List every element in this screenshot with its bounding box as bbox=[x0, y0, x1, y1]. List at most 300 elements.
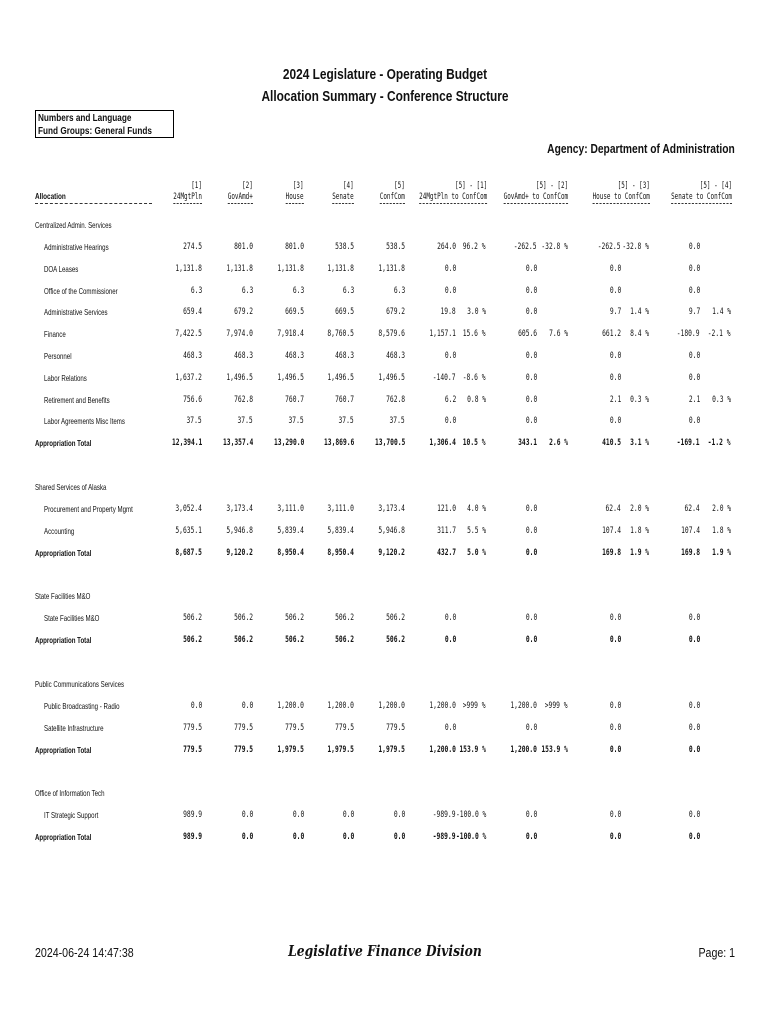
amount-cell: 1,496.5 bbox=[327, 372, 354, 383]
report-title-line2: Allocation Summary - Conference Structure bbox=[261, 89, 509, 105]
row-label: Personnel bbox=[44, 351, 72, 361]
amount-cell: 2.1 bbox=[609, 394, 621, 405]
percent-cell: -1.2 % bbox=[708, 438, 731, 449]
amount-cell: 468.3 bbox=[285, 351, 304, 361]
amount-cell: 659.4 bbox=[183, 307, 202, 318]
amount-cell: 605.6 bbox=[518, 329, 537, 340]
amount-cell: 107.4 bbox=[681, 525, 700, 536]
fund-groups-box bbox=[35, 110, 174, 138]
amount-cell: 669.5 bbox=[285, 307, 304, 318]
percent-cell: 10.5 % bbox=[463, 438, 486, 449]
amount-cell: 0.0 bbox=[525, 547, 537, 558]
percent-cell: 5.5 % bbox=[467, 525, 486, 536]
amount-cell: 0.0 bbox=[241, 832, 253, 843]
amount-cell: 0.0 bbox=[292, 832, 304, 843]
section-header-row bbox=[0, 788, 770, 802]
amount-cell: 801.0 bbox=[234, 242, 253, 252]
amount-cell: 779.5 bbox=[386, 722, 405, 733]
amount-cell: 0.0 bbox=[525, 372, 537, 383]
amount-cell: 0.0 bbox=[525, 832, 537, 843]
amount-cell: -262.5 bbox=[598, 242, 621, 252]
row-label: Finance bbox=[44, 329, 66, 340]
amount-cell: 0.0 bbox=[525, 613, 537, 624]
amount-cell: 779.5 bbox=[234, 722, 253, 733]
amount-cell: 13,290.0 bbox=[273, 438, 304, 449]
section-label: Shared Services of Alaska bbox=[35, 482, 107, 492]
amount-cell: 661.2 bbox=[602, 329, 621, 340]
column-header-index: [5] - [2] bbox=[535, 181, 568, 191]
amount-cell: 779.5 bbox=[285, 722, 304, 733]
column-header-index: [5] - [3] bbox=[617, 181, 650, 191]
column-header-label: GovAmd+ bbox=[227, 192, 253, 202]
amount-cell: 62.4 bbox=[684, 504, 700, 514]
amount-cell: 0.0 bbox=[525, 635, 537, 646]
percent-cell: 2.0 % bbox=[630, 504, 649, 514]
section-header-row bbox=[0, 591, 770, 605]
amount-cell: 506.2 bbox=[234, 613, 253, 624]
amount-cell: -989.9 bbox=[433, 810, 456, 821]
amount-cell: 1,496.5 bbox=[378, 372, 405, 383]
amount-cell: 0.0 bbox=[444, 263, 456, 274]
percent-cell: 1.8 % bbox=[630, 525, 649, 536]
row-label: Office of the Commissioner bbox=[44, 285, 118, 296]
amount-cell: 0.0 bbox=[525, 351, 537, 361]
row-label: Appropriation Total bbox=[35, 635, 92, 646]
row-label: Accounting bbox=[44, 525, 75, 536]
section-label: Centralized Admin. Services bbox=[35, 220, 112, 230]
table-row bbox=[0, 416, 770, 430]
amount-cell: 669.5 bbox=[335, 307, 354, 318]
percent-cell: 5.0 % bbox=[467, 547, 486, 558]
table-row bbox=[0, 395, 770, 409]
amount-cell: 989.9 bbox=[183, 832, 202, 843]
amount-cell: 37.5 bbox=[389, 416, 405, 427]
appropriation-total-row bbox=[0, 745, 770, 759]
percent-cell: 8.4 % bbox=[630, 329, 649, 340]
amount-cell: 3,173.4 bbox=[378, 504, 405, 514]
amount-cell: 1,200.0 bbox=[429, 701, 456, 711]
amount-cell: 0.0 bbox=[444, 285, 456, 296]
amount-cell: 0.0 bbox=[342, 810, 354, 821]
amount-cell: 0.0 bbox=[688, 722, 700, 733]
column-header-label: Senate to ConfCom bbox=[671, 192, 732, 202]
percent-cell: -2.1 % bbox=[708, 329, 731, 340]
amount-cell: 0.0 bbox=[525, 416, 537, 427]
amount-cell: 1,979.5 bbox=[378, 744, 405, 755]
amount-cell: 0.0 bbox=[525, 307, 537, 318]
amount-cell: 506.2 bbox=[386, 613, 405, 624]
table-row bbox=[0, 810, 770, 824]
amount-cell: 0.0 bbox=[688, 263, 700, 274]
amount-cell: 0.0 bbox=[190, 701, 202, 711]
amount-cell: 9.7 bbox=[609, 307, 621, 318]
column-header-c4 bbox=[332, 181, 354, 204]
row-label: Labor Relations bbox=[44, 372, 87, 383]
percent-cell: 2.0 % bbox=[712, 504, 731, 514]
amount-cell: 3,173.4 bbox=[226, 504, 253, 514]
row-label: Satellite Infrastructure bbox=[44, 722, 104, 733]
amount-cell: 6.2 bbox=[444, 394, 456, 405]
amount-cell: 37.5 bbox=[237, 416, 253, 427]
amount-cell: 679.2 bbox=[234, 307, 253, 318]
amount-cell: 3,052.4 bbox=[175, 504, 202, 514]
amount-cell: 468.3 bbox=[335, 351, 354, 361]
row-label: Public Broadcasting - Radio bbox=[44, 701, 120, 711]
amount-cell: 13,700.5 bbox=[374, 438, 405, 449]
amount-cell: 0.0 bbox=[609, 744, 621, 755]
column-header-label: House bbox=[286, 192, 304, 202]
amount-cell: 0.0 bbox=[609, 372, 621, 383]
amount-cell: 1,496.5 bbox=[277, 372, 304, 383]
amount-cell: 274.5 bbox=[183, 242, 202, 252]
appropriation-total-row bbox=[0, 832, 770, 846]
amount-cell: 779.5 bbox=[335, 722, 354, 733]
amount-cell: 6.3 bbox=[241, 285, 253, 296]
table-row bbox=[0, 723, 770, 737]
amount-cell: 0.0 bbox=[292, 810, 304, 821]
amount-cell: 762.8 bbox=[386, 394, 405, 405]
amount-cell: 9.7 bbox=[688, 307, 700, 318]
amount-cell: 6.3 bbox=[342, 285, 354, 296]
amount-cell: 779.5 bbox=[183, 722, 202, 733]
amount-cell: 0.0 bbox=[444, 416, 456, 427]
row-label: Appropriation Total bbox=[35, 832, 92, 843]
percent-cell: 3.0 % bbox=[467, 307, 486, 318]
amount-cell: 8,950.4 bbox=[327, 547, 354, 558]
percent-cell: 0.8 % bbox=[467, 394, 486, 405]
percent-cell: 15.6 % bbox=[463, 329, 486, 340]
amount-cell: 13,357.4 bbox=[222, 438, 253, 449]
amount-cell: 7,422.5 bbox=[175, 329, 202, 340]
percent-cell: 2.6 % bbox=[549, 438, 568, 449]
percent-cell: >999 % bbox=[545, 701, 568, 711]
amount-cell: 506.2 bbox=[183, 613, 202, 624]
amount-cell: 0.0 bbox=[609, 285, 621, 296]
amount-cell: 0.0 bbox=[241, 701, 253, 711]
amount-cell: 0.0 bbox=[525, 722, 537, 733]
amount-cell: 756.6 bbox=[183, 394, 202, 405]
amount-cell: 1,496.5 bbox=[226, 372, 253, 383]
amount-cell: -262.5 bbox=[514, 242, 537, 252]
table-row bbox=[0, 286, 770, 300]
column-header-index: [1] bbox=[191, 181, 202, 191]
amount-cell: 0.0 bbox=[688, 744, 700, 755]
row-label: Labor Agreements Misc Items bbox=[44, 416, 125, 427]
amount-cell: 62.4 bbox=[605, 504, 621, 514]
row-label: Administrative Services bbox=[44, 307, 108, 318]
column-header-label: House to ConfCom bbox=[592, 192, 650, 202]
amount-cell: 0.0 bbox=[609, 416, 621, 427]
amount-cell: 0.0 bbox=[393, 810, 405, 821]
amount-cell: 0.0 bbox=[444, 613, 456, 624]
allocation-header-underline bbox=[35, 203, 152, 204]
amount-cell: 1,979.5 bbox=[277, 744, 304, 755]
amount-cell: 0.0 bbox=[688, 242, 700, 252]
amount-cell: 0.0 bbox=[688, 416, 700, 427]
column-header-index: [5] - [4] bbox=[699, 181, 732, 191]
amount-cell: 0.0 bbox=[342, 832, 354, 843]
amount-cell: -180.9 bbox=[677, 329, 700, 340]
percent-cell: 0.3 % bbox=[712, 394, 731, 405]
percent-cell: >999 % bbox=[463, 701, 486, 711]
table-row bbox=[0, 264, 770, 278]
appropriation-total-row bbox=[0, 548, 770, 562]
agency-label: Agency: Department of Administration bbox=[547, 142, 735, 156]
amount-cell: 506.2 bbox=[386, 635, 405, 646]
column-header-c5 bbox=[380, 181, 405, 204]
table-row bbox=[0, 242, 770, 256]
table-row bbox=[0, 526, 770, 540]
appropriation-total-row bbox=[0, 635, 770, 649]
amount-cell: 0.0 bbox=[609, 613, 621, 624]
amount-cell: 1,200.0 bbox=[277, 701, 304, 711]
column-header-label: GovAmd+ to ConfCom bbox=[503, 192, 568, 202]
table-row bbox=[0, 373, 770, 387]
column-header-index: [4] bbox=[343, 181, 354, 191]
amount-cell: 0.0 bbox=[444, 635, 456, 646]
column-header-d1 bbox=[419, 181, 487, 204]
amount-cell: 19.8 bbox=[440, 307, 456, 318]
percent-cell: 96.2 % bbox=[463, 242, 486, 252]
amount-cell: 9,120.2 bbox=[226, 547, 253, 558]
amount-cell: 0.0 bbox=[444, 722, 456, 733]
table-row bbox=[0, 613, 770, 627]
column-header-label: 24MgtPln bbox=[173, 192, 202, 202]
column-header-index: [2] bbox=[242, 181, 253, 191]
percent-cell: 3.1 % bbox=[630, 438, 649, 449]
amount-cell: 8,687.5 bbox=[175, 547, 202, 558]
amount-cell: 0.0 bbox=[525, 285, 537, 296]
amount-cell: 468.3 bbox=[183, 351, 202, 361]
row-label: Appropriation Total bbox=[35, 438, 92, 449]
amount-cell: 506.2 bbox=[335, 613, 354, 624]
amount-cell: 8,579.6 bbox=[378, 329, 405, 340]
amount-cell: 1,131.8 bbox=[175, 263, 202, 274]
amount-cell: 37.5 bbox=[186, 416, 202, 427]
amount-cell: 0.0 bbox=[688, 635, 700, 646]
amount-cell: 679.2 bbox=[386, 307, 405, 318]
amount-cell: 0.0 bbox=[525, 394, 537, 405]
amount-cell: 2.1 bbox=[688, 394, 700, 405]
amount-cell: 0.0 bbox=[609, 263, 621, 274]
amount-cell: 12,394.1 bbox=[171, 438, 202, 449]
amount-cell: 6.3 bbox=[292, 285, 304, 296]
percent-cell: 1.8 % bbox=[712, 525, 731, 536]
row-label: DOA Leases bbox=[44, 263, 79, 274]
amount-cell: 343.1 bbox=[518, 438, 537, 449]
amount-cell: 1,979.5 bbox=[327, 744, 354, 755]
amount-cell: 0.0 bbox=[688, 613, 700, 624]
amount-cell: 468.3 bbox=[386, 351, 405, 361]
footer-division: Legislative Finance Division bbox=[288, 942, 482, 960]
report-title-line1: 2024 Legislature - Operating Budget bbox=[282, 67, 488, 83]
amount-cell: 506.2 bbox=[335, 635, 354, 646]
column-header-index: [3] bbox=[293, 181, 304, 191]
table-row bbox=[0, 329, 770, 343]
amount-cell: 37.5 bbox=[338, 416, 354, 427]
column-header-c2 bbox=[228, 181, 253, 204]
amount-cell: 3,111.0 bbox=[277, 504, 304, 514]
amount-cell: 506.2 bbox=[234, 635, 253, 646]
row-label: Administrative Hearings bbox=[44, 242, 109, 252]
amount-cell: 779.5 bbox=[234, 744, 253, 755]
amount-cell: 1,200.0 bbox=[510, 701, 537, 711]
amount-cell: 0.0 bbox=[609, 351, 621, 361]
amount-cell: 264.0 bbox=[437, 242, 456, 252]
amount-cell: 432.7 bbox=[437, 547, 456, 558]
amount-cell: 0.0 bbox=[688, 351, 700, 361]
percent-cell: 153.9 % bbox=[541, 744, 568, 755]
row-label: IT Strategic Support bbox=[44, 810, 99, 821]
amount-cell: 0.0 bbox=[609, 832, 621, 843]
amount-cell: 0.0 bbox=[688, 832, 700, 843]
amount-cell: 801.0 bbox=[285, 242, 304, 252]
amount-cell: -140.7 bbox=[433, 372, 456, 383]
section-label: Public Communications Services bbox=[35, 679, 125, 689]
allocation-header: Allocation bbox=[35, 191, 66, 201]
amount-cell: 538.5 bbox=[386, 242, 405, 252]
section-header-row bbox=[0, 679, 770, 693]
fund-line1: Numbers and Language bbox=[38, 113, 132, 124]
fund-line2: Fund Groups: General Funds bbox=[38, 126, 152, 137]
amount-cell: 1,637.2 bbox=[175, 372, 202, 383]
column-header-d4 bbox=[671, 181, 732, 204]
amount-cell: 1,200.0 bbox=[429, 744, 456, 755]
percent-cell: -32.8 % bbox=[622, 242, 649, 252]
column-header-c1 bbox=[173, 181, 202, 204]
amount-cell: 121.0 bbox=[437, 504, 456, 514]
column-header-d3 bbox=[593, 181, 650, 204]
amount-cell: 0.0 bbox=[525, 263, 537, 274]
amount-cell: 468.3 bbox=[234, 351, 253, 361]
section-label: Office of Information Tech bbox=[35, 788, 105, 799]
amount-cell: 1,200.0 bbox=[327, 701, 354, 711]
column-header-label: ConfCom bbox=[379, 192, 405, 202]
amount-cell: 107.4 bbox=[602, 525, 621, 536]
amount-cell: 37.5 bbox=[288, 416, 304, 427]
amount-cell: 169.8 bbox=[602, 547, 621, 558]
table-row bbox=[0, 504, 770, 518]
amount-cell: 8,950.4 bbox=[277, 547, 304, 558]
percent-cell: -32.8 % bbox=[541, 242, 568, 252]
column-header-c3 bbox=[286, 181, 304, 204]
amount-cell: 0.0 bbox=[609, 701, 621, 711]
amount-cell: 538.5 bbox=[335, 242, 354, 252]
amount-cell: 6.3 bbox=[190, 285, 202, 296]
column-header-index: [5] bbox=[394, 181, 405, 191]
amount-cell: 0.0 bbox=[688, 701, 700, 711]
amount-cell: 0.0 bbox=[609, 810, 621, 821]
amount-cell: 0.0 bbox=[241, 810, 253, 821]
amount-cell: 0.0 bbox=[525, 504, 537, 514]
footer-timestamp: 2024-06-24 14:47:38 bbox=[35, 946, 134, 960]
amount-cell: 1,306.4 bbox=[429, 438, 456, 449]
footer-page-number: Page: 1 bbox=[698, 946, 735, 960]
percent-cell: 1.9 % bbox=[630, 547, 649, 558]
row-label: Appropriation Total bbox=[35, 744, 92, 755]
percent-cell: -8.6 % bbox=[463, 372, 486, 383]
amount-cell: 0.0 bbox=[688, 810, 700, 821]
amount-cell: 0.0 bbox=[688, 372, 700, 383]
amount-cell: 5,839.4 bbox=[327, 525, 354, 536]
table-row bbox=[0, 351, 770, 365]
amount-cell: 5,839.4 bbox=[277, 525, 304, 536]
amount-cell: 1,131.8 bbox=[327, 263, 354, 274]
amount-cell: 762.8 bbox=[234, 394, 253, 405]
amount-cell: 13,869.6 bbox=[323, 438, 354, 449]
percent-cell: 1.4 % bbox=[712, 307, 731, 318]
amount-cell: -989.9 bbox=[433, 832, 456, 843]
amount-cell: 5,635.1 bbox=[175, 525, 202, 536]
amount-cell: 760.7 bbox=[285, 394, 304, 405]
column-header-d2 bbox=[504, 181, 568, 204]
amount-cell: 779.5 bbox=[183, 744, 202, 755]
appropriation-total-row bbox=[0, 438, 770, 452]
amount-cell: 0.0 bbox=[525, 810, 537, 821]
percent-cell: 1.9 % bbox=[712, 547, 731, 558]
amount-cell: 169.8 bbox=[681, 547, 700, 558]
row-label: State Facilities M&O bbox=[44, 613, 100, 624]
amount-cell: 0.0 bbox=[525, 525, 537, 536]
column-header-index: [5] - [1] bbox=[454, 181, 487, 191]
amount-cell: 1,200.0 bbox=[510, 744, 537, 755]
amount-cell: 9,120.2 bbox=[378, 547, 405, 558]
percent-cell: -100.0 % bbox=[455, 810, 486, 821]
amount-cell: 410.5 bbox=[602, 438, 621, 449]
amount-cell: 1,157.1 bbox=[429, 329, 456, 340]
column-header-label: Senate bbox=[332, 192, 354, 202]
amount-cell: 6.3 bbox=[393, 285, 405, 296]
table-row bbox=[0, 307, 770, 321]
amount-cell: 5,946.8 bbox=[378, 525, 405, 536]
percent-cell: 4.0 % bbox=[467, 504, 486, 514]
amount-cell: 0.0 bbox=[444, 351, 456, 361]
amount-cell: 8,760.5 bbox=[327, 329, 354, 340]
percent-cell: 0.3 % bbox=[630, 394, 649, 405]
amount-cell: 1,131.8 bbox=[277, 263, 304, 274]
amount-cell: 0.0 bbox=[393, 832, 405, 843]
percent-cell: -100.0 % bbox=[455, 832, 486, 843]
amount-cell: 7,974.0 bbox=[226, 329, 253, 340]
amount-cell: 0.0 bbox=[688, 285, 700, 296]
section-header-row bbox=[0, 220, 770, 234]
amount-cell: -169.1 bbox=[677, 438, 700, 449]
section-header-row bbox=[0, 482, 770, 496]
percent-cell: 153.9 % bbox=[459, 744, 486, 755]
amount-cell: 1,131.8 bbox=[378, 263, 405, 274]
amount-cell: 760.7 bbox=[335, 394, 354, 405]
amount-cell: 0.0 bbox=[609, 722, 621, 733]
amount-cell: 506.2 bbox=[285, 613, 304, 624]
report-title bbox=[69, 64, 700, 108]
section-label: State Facilities M&O bbox=[35, 591, 91, 602]
amount-cell: 1,200.0 bbox=[378, 701, 405, 711]
row-label: Procurement and Property Mgmt bbox=[44, 504, 133, 514]
amount-cell: 989.9 bbox=[183, 810, 202, 821]
amount-cell: 1,131.8 bbox=[226, 263, 253, 274]
amount-cell: 3,111.0 bbox=[327, 504, 354, 514]
amount-cell: 0.0 bbox=[609, 635, 621, 646]
percent-cell: 1.4 % bbox=[630, 307, 649, 318]
row-label: Appropriation Total bbox=[35, 547, 92, 558]
table-row bbox=[0, 701, 770, 715]
percent-cell: 7.6 % bbox=[549, 329, 568, 340]
amount-cell: 7,918.4 bbox=[277, 329, 304, 340]
amount-cell: 506.2 bbox=[183, 635, 202, 646]
amount-cell: 506.2 bbox=[285, 635, 304, 646]
amount-cell: 311.7 bbox=[437, 525, 456, 536]
amount-cell: 5,946.8 bbox=[226, 525, 253, 536]
